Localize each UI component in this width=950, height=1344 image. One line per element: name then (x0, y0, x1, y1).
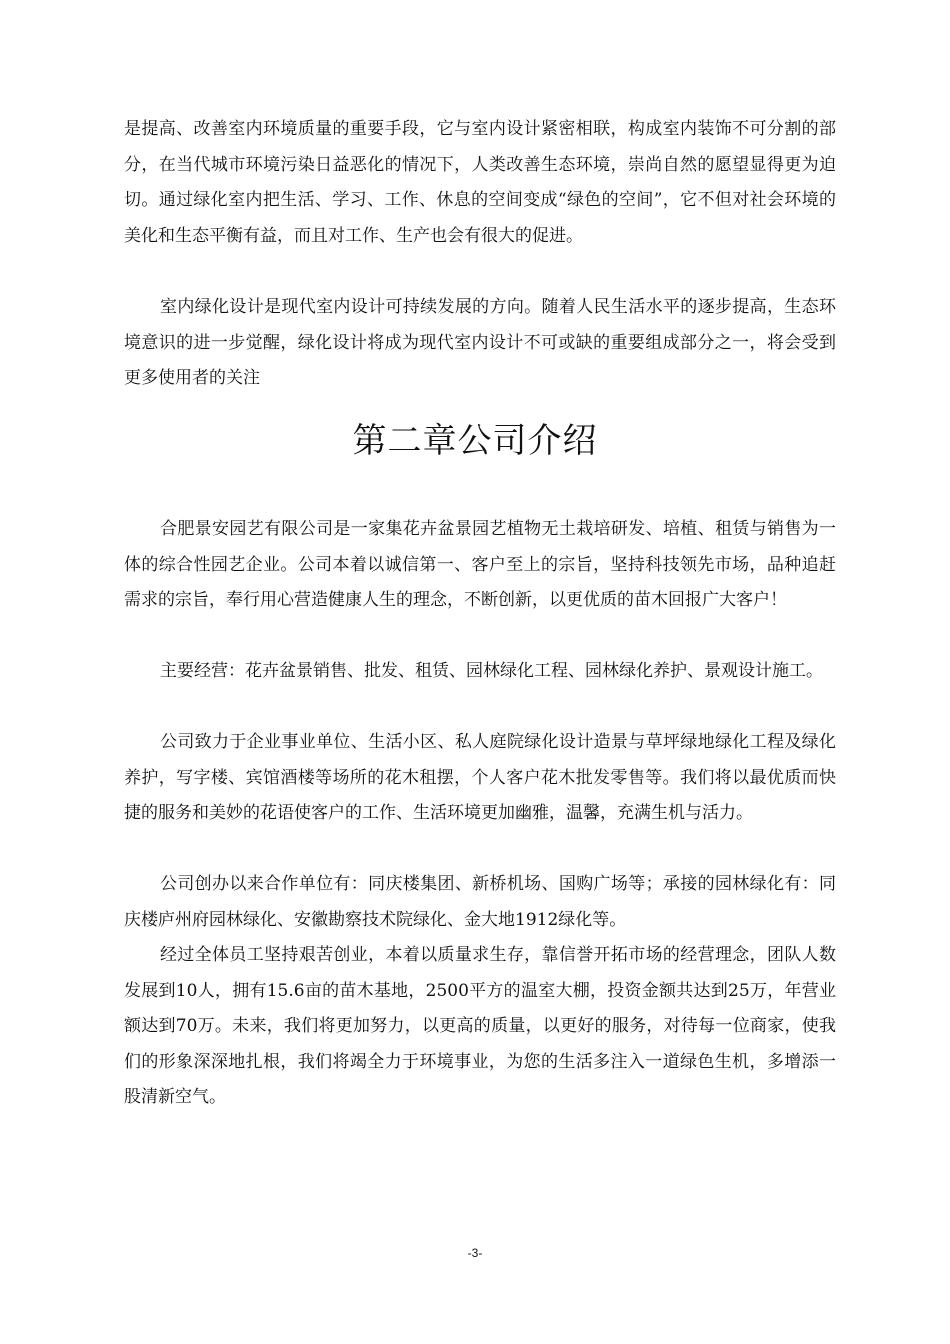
page-number: -3- (467, 1246, 483, 1260)
intro-paragraph-1: 是提高、改善室内环境质量的重要手段，它与室内设计紧密相联，构成室内装饰不可分割的部分，在当代城市环境污染日益恶化的情况下，人类改善生态环境，崇尚自然的愿望显得更为迫切。通过绿化室内把生活、学习、工作、休息的空间变成“绿色的空间”，它不但对社会环境的美化和生态平衡有益，而且对工作、生产也会有很大的促进。 (124, 119, 836, 246)
services-paragraph: 公司致力于企业事业单位、生活小区、私人庭院绿化设计造景与草坪绿地绿化工程及绿化养护，写字楼、宾馆酒楼等场所的花木租摆，个人客户花木批发零售等。我们将以最优质而快捷的服务和美妙的花语使客户的工作、生活环境更加幽雅，温馨，充满生机与活力。 (124, 732, 836, 823)
chapter-title: 第二章公司介绍 (352, 421, 598, 461)
company-intro-paragraph: 合肥景安园艺有限公司是一家集花卉盆景园艺植物无土栽培研发、培植、租赁与销售为一体的综合性园艺企业。公司本着以诚信第一、客户至上的宗旨，坚持科技领先市场，品种追赶需求的宗旨，奉行用心营造健康人生的理念，不断创新，以更优质的苗木回报广大客户！ (124, 519, 836, 610)
partners-paragraph: 公司创办以来合作单位有：同庆楼集团、新桥机场、国购广场等；承接的园林绿化有：同庆楼庐州府园林绿化、安徽勘察技术院绿化、金大地1912绿化等。 (124, 874, 836, 930)
development-paragraph: 经过全体员工坚持艰苦创业，本着以质量求生存，靠信誉开拓市场的经营理念，团队人数发展到10人，拥有15.6亩的苗木基地，2500平方的温室大棚，投资金额共达到25万，年营业额达到70万。未来，我们将更加努力，以更高的质量，以更好的服务，对待每一位商家，使我们的形象深深地扎根，我们将竭全力于环境事业，为您的生活多注入一道绿色生机，多增添一股清新空气。 (124, 945, 836, 1107)
main-business-paragraph: 主要经营：花卉盆景销售、批发、租赁、园林绿化工程、园林绿化养护、景观设计施工。 (160, 661, 823, 681)
intro-paragraph-2: 室内绿化设计是现代室内设计可持续发展的方向。随着人民生活水平的逐步提高，生态环境意识的进一步觉醒，绿化设计将成为现代室内设计不可或缺的重要组成部分之一，将会受到更多使用者的关注 (124, 297, 836, 388)
